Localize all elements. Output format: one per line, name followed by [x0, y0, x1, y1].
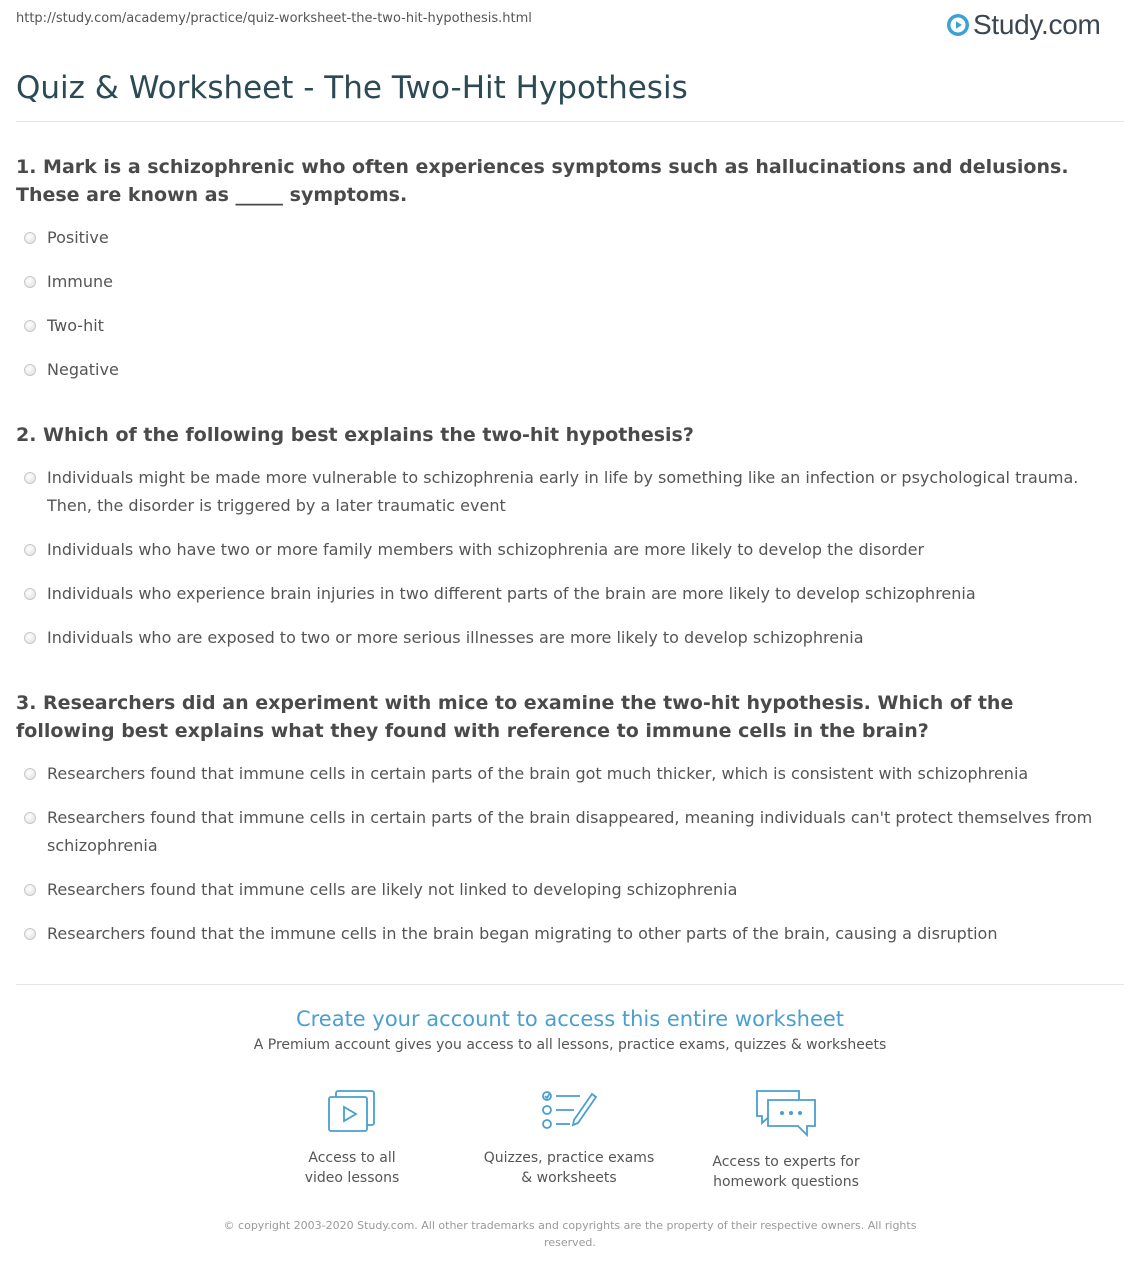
answer-option[interactable]: [24, 760, 1104, 788]
content-divider: [16, 984, 1124, 985]
page-url: http://study.com/academy/practice/quiz-worksheet-the-two-hit-hypothesis.html: [16, 11, 532, 26]
answer-option-label: Immune: [47, 272, 114, 291]
radio-button[interactable]: [24, 472, 36, 484]
study-logo[interactable]: [946, 8, 1101, 42]
feature-label: Access to all video lessons: [304, 1150, 400, 1186]
answer-option-label: Researchers found that immune cells in certain parts of the brain disappeared, meaning individuals can't protect themselves from schizophrenia: [47, 808, 1093, 855]
radio-button[interactable]: [24, 812, 36, 824]
answer-option[interactable]: [24, 536, 1104, 564]
answer-option[interactable]: [24, 224, 1104, 252]
logo-text: Study.com: [973, 9, 1101, 40]
answer-option-label: Individuals who are exposed to two or more serious illnesses are more likely to develop schizophrenia: [47, 628, 864, 647]
answer-option[interactable]: [24, 804, 1104, 860]
feature-quizzes: [469, 1088, 669, 1188]
radio-button[interactable]: [24, 884, 36, 896]
video-lesson-icon: [326, 1088, 378, 1134]
chat-bubbles-icon: [754, 1088, 818, 1138]
answer-option-label: Individuals might be made more vulnerable to schizophrenia early in life by something like an infection or psychological trauma. Then, the disorder is triggered by a later traumatic event: [47, 468, 1079, 515]
radio-button[interactable]: [24, 276, 36, 288]
feature-experts: [686, 1088, 886, 1192]
answer-option-label: Researchers found that the immune cells in the brain began migrating to other parts of the brain, causing a disruption: [47, 924, 998, 943]
radio-button[interactable]: [24, 632, 36, 644]
radio-button[interactable]: [24, 588, 36, 600]
question-1: 1. Mark is a schizophrenic who often experiences symptoms such as hallucinations and delusions. These are known as _____ symptoms.: [16, 156, 1069, 206]
title-divider: [16, 121, 1124, 122]
answer-option-label: Negative: [47, 360, 119, 379]
answer-option[interactable]: [24, 464, 1104, 520]
answer-option-label: Individuals who experience brain injuries in two different parts of the brain are more likely to develop schizophrenia: [47, 584, 976, 603]
radio-button[interactable]: [24, 768, 36, 780]
feature-label: Quizzes, practice exams & worksheets: [483, 1150, 655, 1186]
radio-button[interactable]: [24, 232, 36, 244]
feature-video-lessons: [252, 1088, 452, 1188]
answer-option-label: Researchers found that immune cells are likely not linked to developing schizophrenia: [47, 880, 738, 899]
radio-button[interactable]: [24, 928, 36, 940]
answer-option[interactable]: [24, 580, 1104, 608]
radio-button[interactable]: [24, 320, 36, 332]
answer-option-label: Positive: [47, 228, 109, 247]
answer-option[interactable]: [24, 920, 1104, 948]
answer-option[interactable]: [24, 312, 1104, 340]
page-title: Quiz & Worksheet - The Two-Hit Hypothesis: [16, 70, 688, 106]
cta-subtitle: A Premium account gives you access to all lessons, practice exams, quizzes & worksheets: [253, 1037, 887, 1053]
answer-option[interactable]: [24, 624, 1104, 652]
create-account-link[interactable]: Create your account to access this entire worksheet: [295, 1007, 845, 1031]
question-2: 2. Which of the following best explains the two-hit hypothesis?: [16, 424, 694, 446]
answer-option-label: Individuals who have two or more family members with schizophrenia are more likely to develop the disorder: [47, 540, 925, 559]
question-3: 3. Researchers did an experiment with mice to examine the two-hit hypothesis. Which of the following best explains what they found with reference to immune cells in the brain?: [16, 692, 1014, 742]
radio-button[interactable]: [24, 544, 36, 556]
radio-button[interactable]: [24, 364, 36, 376]
feature-label: Access to experts for homework questions: [712, 1154, 860, 1190]
answer-option[interactable]: [24, 356, 1104, 384]
answer-option[interactable]: [24, 268, 1104, 296]
answer-option[interactable]: [24, 876, 1104, 904]
copyright-text: © copyright 2003-2020 Study.com. All other trademarks and copyrights are the property of their respective owners. All rights reserved.: [223, 1219, 917, 1249]
play-circle-icon: [946, 13, 970, 37]
answer-option-label: Researchers found that immune cells in certain parts of the brain got much thicker, which is consistent with schizophrenia: [47, 764, 1029, 783]
checklist-icon: [540, 1088, 598, 1134]
answer-option-label: Two-hit: [47, 316, 104, 335]
